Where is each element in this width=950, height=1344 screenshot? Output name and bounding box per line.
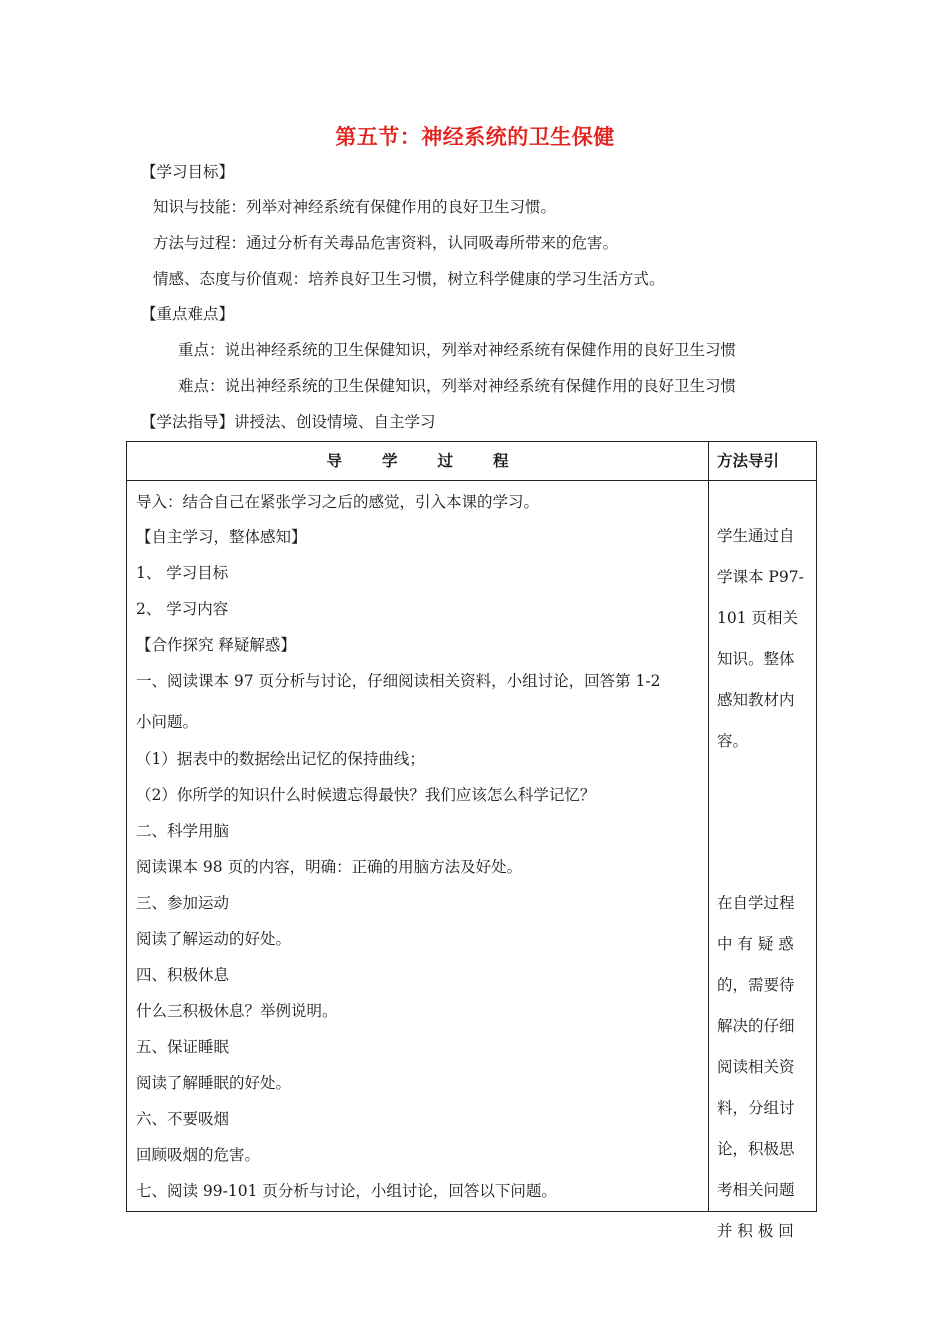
keypoints-heading: 【重点难点】 [141, 305, 235, 323]
list-item: （1）据表中的数据绘出记忆的保持曲线； [136, 750, 425, 768]
list-item: 论，积极思 [717, 1140, 795, 1158]
list-item: 一、阅读课本 97 页分析与讨论，仔细阅读相关资料，小组讨论，回答第 1-2 [136, 672, 661, 690]
page-title: 第五节：神经系统的卫生保健 [335, 125, 615, 149]
list-item: 并 积 极 回 [717, 1222, 794, 1240]
list-item: 2、 学习内容 [136, 600, 229, 618]
header-char: 程 [493, 451, 509, 470]
header-char: 导 [326, 451, 342, 470]
list-item: 回顾吸烟的危害。 [136, 1146, 261, 1164]
lesson-table [126, 441, 817, 1240]
list-item: 六、不要吸烟 [136, 1110, 230, 1128]
list-item: 学生通过自 [717, 527, 795, 545]
list-item: 小问题。 [136, 713, 199, 731]
list-item: 的，需要待 [717, 976, 795, 994]
list-item: 中 有 疑 惑 [717, 935, 794, 953]
list-item: 101 页相关 [717, 609, 799, 627]
process-cell [127, 481, 709, 1212]
list-item: 解决的仔细 [717, 1017, 795, 1035]
header-process [127, 442, 709, 481]
list-item: 五、保证睡眠 [136, 1038, 230, 1056]
table-header-row [127, 442, 817, 481]
objectives-heading: 【学习目标】 [141, 163, 235, 181]
list-item: 学课本 P97- [717, 568, 804, 586]
header-method: 方法导引 [709, 442, 817, 481]
list-item: 在自学过程 [717, 894, 795, 912]
list-item: 考相关问题 [717, 1181, 795, 1199]
list-item: 导入：结合自己在紧张学习之后的感觉，引入本课的学习。 [136, 493, 540, 511]
list-item: 什么三积极休息？举例说明。 [136, 1002, 338, 1020]
keypoint-focus: 重点：说出神经系统的卫生保健知识，列举对神经系统有保健作用的良好卫生习惯 [178, 341, 737, 359]
list-item: 【自主学习，整体感知】 [136, 528, 307, 546]
method-note-discussion [717, 893, 795, 1262]
method-cell [709, 481, 817, 1240]
objective-method: 方法与过程：通过分析有关毒品危害资料，认同吸毒所带来的危害。 [153, 234, 619, 252]
list-item: 阅读了解运动的好处。 [136, 930, 292, 948]
list-item: 感知教材内 [717, 691, 795, 709]
method-guidance: 【学法指导】讲授法、创设情境、自主学习 [141, 413, 436, 431]
list-item: 1、 学习目标 [136, 564, 229, 582]
list-item: 四、积极休息 [136, 966, 230, 984]
header-char: 过 [437, 451, 454, 470]
list-item: 容。 [717, 732, 749, 750]
list-item: 阅读课本 98 页的内容，明确：正确的用脑方法及好处。 [136, 858, 523, 876]
list-item: 七、阅读 99-101 页分析与讨论，小组讨论，回答以下问题。 [136, 1182, 557, 1200]
list-item: 三、参加运动 [136, 894, 230, 912]
list-item: （2）你所学的知识什么时候遗忘得最快？我们应该怎么科学记忆？ [136, 786, 596, 804]
keypoint-difficulty: 难点：说出神经系统的卫生保健知识，列举对神经系统有保健作用的良好卫生习惯 [178, 377, 737, 395]
list-item: 【合作探究 释疑解惑】 [136, 636, 296, 654]
objective-knowledge: 知识与技能：列举对神经系统有保健作用的良好卫生习惯。 [153, 198, 557, 216]
list-item: 知识。整体 [717, 650, 795, 668]
list-item: 阅读相关资 [717, 1058, 795, 1076]
list-item: 料，分组讨 [717, 1099, 795, 1117]
objective-attitude: 情感、态度与价值观：培养良好卫生习惯，树立科学健康的学习生活方式。 [153, 270, 665, 288]
header-char: 学 [381, 451, 398, 470]
list-item: 二、科学用脑 [136, 822, 230, 840]
method-note-self-study [717, 526, 804, 772]
list-item: 阅读了解睡眠的好处。 [136, 1074, 292, 1092]
table-body-row [127, 481, 817, 1212]
